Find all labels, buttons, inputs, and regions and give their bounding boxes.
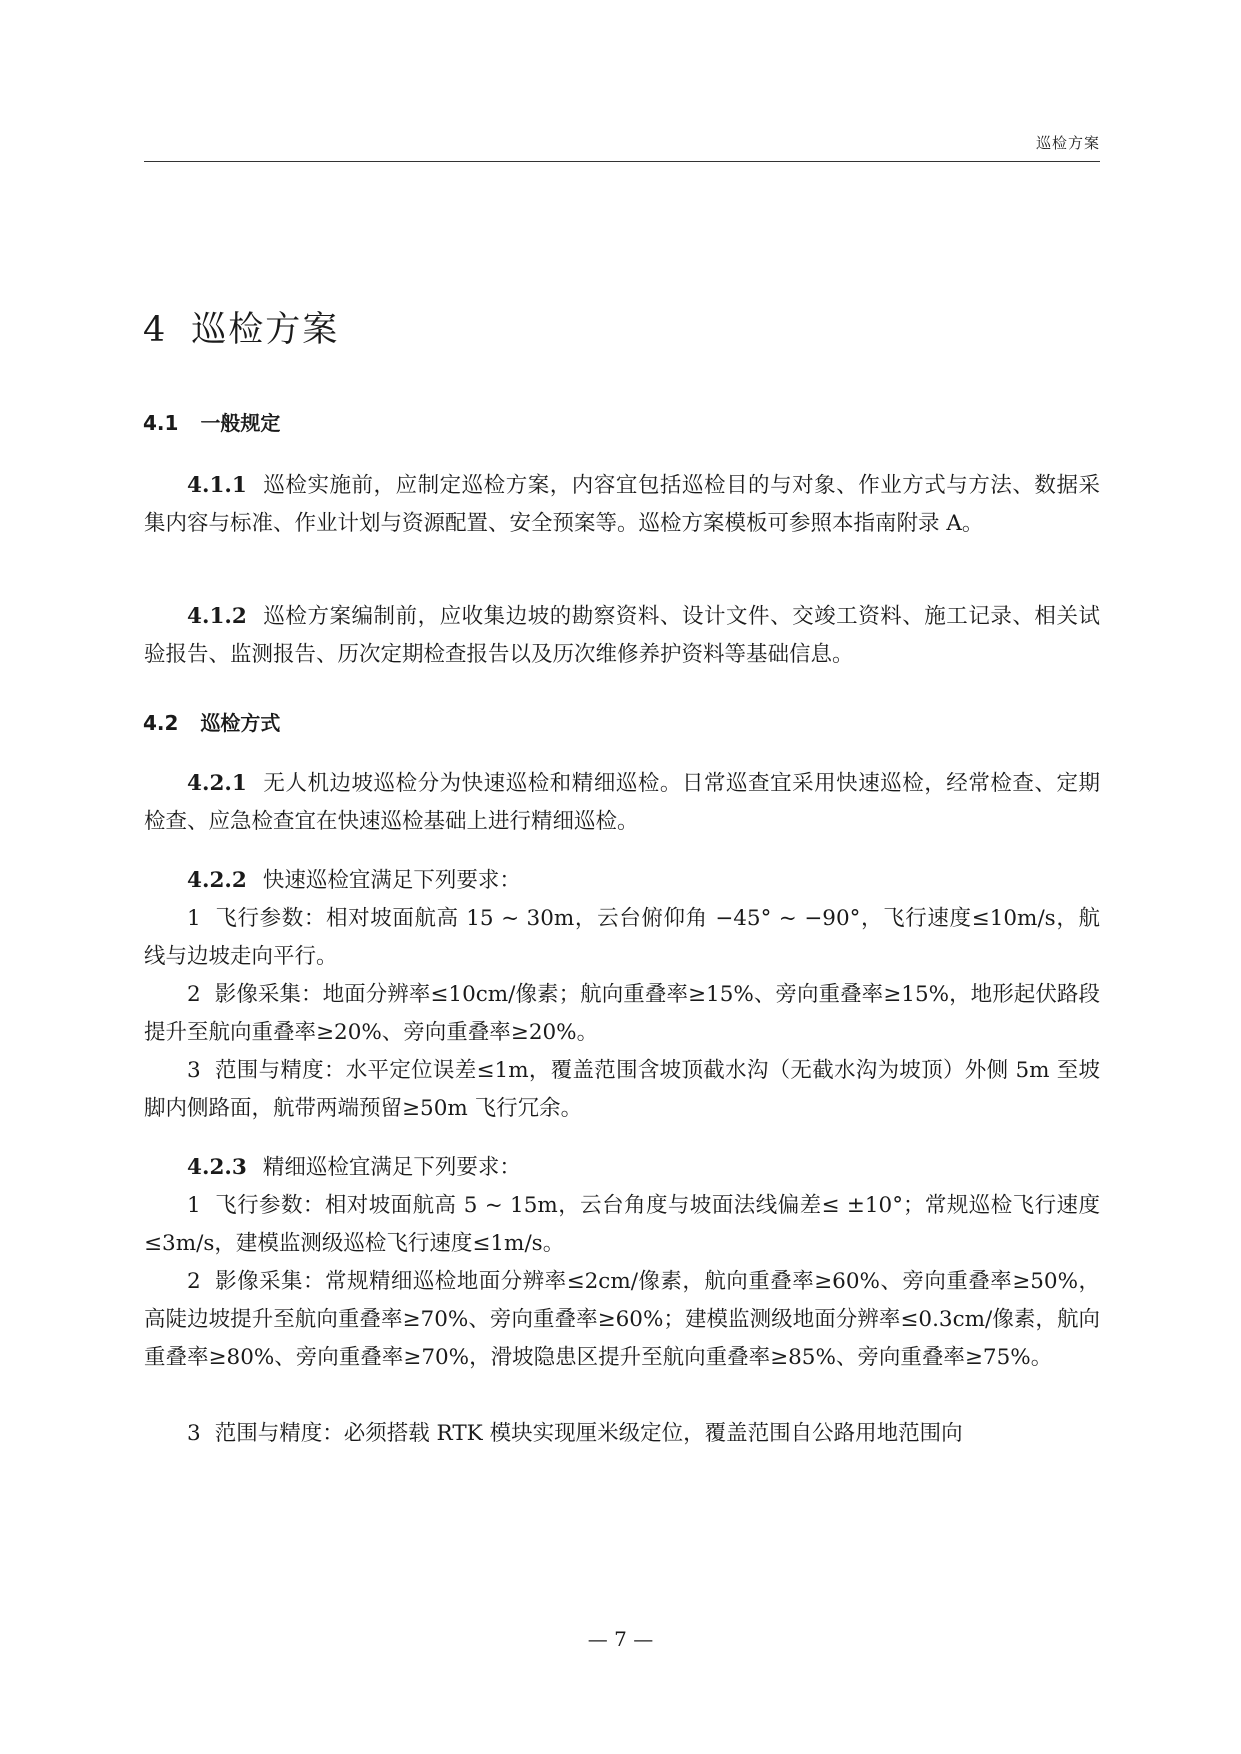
clause-number: 4.2.2 [187, 868, 247, 893]
chapter-title-text: 巡检方案 [191, 310, 340, 350]
chapter-number: 4 [143, 310, 168, 350]
section-title-text: 一般规定 [200, 411, 281, 435]
clause-number: 4.1.1 [187, 473, 247, 498]
item-number: 1 [187, 906, 201, 931]
item-number: 3 [187, 1058, 201, 1083]
list-item [144, 900, 1100, 976]
clause-number: 4.1.2 [187, 604, 247, 629]
clause-4-2-1 [144, 765, 1100, 841]
clause-text: 巡检方案编制前，应收集边坡的勘察资料、设计文件、交竣工资料、施工记录、相关试验报告、监测报告、历次定期检查报告以及历次维修养护资料等基础信息。 [144, 604, 1100, 667]
item-text: 范围与精度：必须搭载 RTK 模块实现厘米级定位，覆盖范围自公路用地范围向 [214, 1421, 963, 1446]
item-number: 3 [187, 1421, 201, 1446]
clause-number: 4.2.3 [187, 1155, 247, 1180]
list-item [144, 1263, 1100, 1377]
clause-text: 精细巡检宜满足下列要求： [262, 1155, 521, 1180]
list-item [144, 1415, 1100, 1453]
page-number: — 7 — [587, 1627, 654, 1651]
item-text: 飞行参数：相对坡面航高 15 ~ 30m，云台俯仰角 −45° ~ −90°，飞行速度≤10m/s，航线与边坡走向平行。 [144, 906, 1100, 969]
section-title-text: 巡检方式 [200, 711, 281, 735]
list-item [144, 1052, 1100, 1128]
clause-number: 4.2.1 [187, 771, 247, 796]
running-header: 巡检方案 [1035, 134, 1100, 152]
header-rule [144, 161, 1100, 162]
list-item [144, 976, 1100, 1052]
chapter-title [143, 302, 339, 352]
item-text: 影像采集：地面分辨率≤10cm/像素；航向重叠率≥15%、旁向重叠率≥15%，地形起伏路段提升至航向重叠率≥20%、旁向重叠率≥20%。 [144, 982, 1100, 1045]
clause-4-1-2 [144, 598, 1100, 674]
section-number: 4.1 [143, 411, 179, 435]
item-number: 2 [187, 1269, 201, 1294]
section-number: 4.2 [143, 711, 179, 735]
item-number: 1 [187, 1193, 201, 1218]
section-heading-4-2 [143, 707, 280, 736]
section-heading-4-1 [143, 407, 280, 436]
item-text: 飞行参数：相对坡面航高 5 ~ 15m，云台角度与坡面法线偏差≤ ±10°；常规巡检飞行速度≤3m/s，建模监测级巡检飞行速度≤1m/s。 [144, 1193, 1100, 1256]
clause-text: 巡检实施前，应制定巡检方案，内容宜包括巡检目的与对象、作业方式与方法、数据采集内容与标准、作业计划与资源配置、安全预案等。巡检方案模板可参照本指南附录 A。 [144, 473, 1100, 536]
clause-4-1-1 [144, 467, 1100, 543]
list-item [144, 1187, 1100, 1263]
clause-4-2-3 [144, 1149, 1100, 1187]
clause-4-2-2 [144, 862, 1100, 900]
item-text: 影像采集：常规精细巡检地面分辨率≤2cm/像素，航向重叠率≥60%、旁向重叠率≥50%，高陡边坡提升至航向重叠率≥70%、旁向重叠率≥60%；建模监测级地面分辨率≤0.3cm/像素，航向重叠率≥80%、旁向重叠率≥70%，滑坡隐患区提升至航向重叠率≥85%、旁向重叠率≥75%。 [144, 1269, 1100, 1370]
item-text: 范围与精度：水平定位误差≤1m，覆盖范围含坡顶截水沟（无截水沟为坡顶）外侧 5m 至坡脚内侧路面，航带两端预留≥50m 飞行冗余。 [144, 1058, 1100, 1121]
clause-text: 快速巡检宜满足下列要求： [262, 868, 521, 893]
clause-text: 无人机边坡巡检分为快速巡检和精细巡检。日常巡查宜采用快速巡检，经常检查、定期检查、应急检查宜在快速巡检基础上进行精细巡检。 [144, 771, 1100, 834]
item-number: 2 [187, 982, 201, 1007]
